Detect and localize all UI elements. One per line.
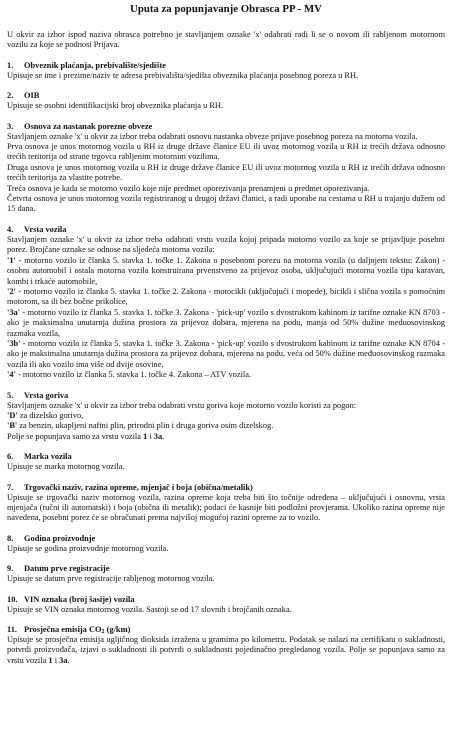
section-title-suffix: (g/km) (104, 625, 131, 635)
section-number: 3. (7, 121, 14, 131)
section-body-line (7, 308, 445, 339)
section-8 (7, 533, 445, 554)
section-number: 10. (7, 594, 18, 604)
body-text: Upisuje se VIN oznaka motornog vozila. Sastoji se od 17 slovnih i brojčanih oznaka. (7, 604, 292, 614)
bold-code: 1 (143, 431, 148, 441)
page-title: Uputa za popunjavanje Obrasca PP - MV (130, 3, 322, 15)
bold-code: '4' (7, 370, 16, 380)
section-7 (7, 482, 445, 524)
section-body-line (7, 370, 445, 380)
section-body-line (7, 132, 445, 142)
body-text: za benzin, ukapljeni naftni plin, prirodni plin i druga goriva osim dizelskog. (17, 421, 274, 431)
body-text: Treća osnova je kada se motorno vozilo koje nije predmet oporezivanja prenamjeni u predmet oporezivanja. (7, 183, 370, 193)
section-number: 7. (7, 482, 14, 492)
section-body-line (7, 432, 445, 442)
section-number: 6. (7, 452, 14, 462)
section-title-text: Datum prve registracije (24, 564, 110, 574)
body-text: Druga osnova je unos motornog vozila u RH iz druge države članice EU ili uvoz motornog vozila u RH iz trećih država odnosno trećih teritorija za vlastite potrebe. (7, 162, 445, 183)
section-number: 2. (7, 91, 14, 101)
body-text: Upisuje se marka motornog vozila. (7, 462, 125, 472)
section-title (7, 451, 445, 462)
section-body-line (7, 287, 445, 308)
section-body-line (7, 605, 445, 615)
section-body-line (7, 574, 445, 584)
section-title-text: OIB (24, 91, 40, 101)
section-title (7, 60, 445, 71)
section-body-line (7, 256, 445, 287)
section-number: 4. (7, 224, 14, 234)
section-title-text: Obveznik plaćanja, prebivalište/sjedište (24, 60, 166, 70)
section-number: 5. (7, 390, 14, 400)
body-text: Upisuje se trgovački naziv motornog vozila, razina opreme koja treba biti što točnije određena – uključujući i osnovnu, vrsta mjenjača (ručni ili automatski) i boja (obična ili metalik); podaci će kasnije biti podložni provjerama. Ukoliko razina opreme nije navedena, posebni porez će se obračunati prema najvišoj mogućoj razini opreme za to vozilo. (7, 492, 445, 523)
bold-code: 1 (48, 655, 53, 665)
section-body-line (7, 421, 445, 431)
intro-paragraph: U okvir za izbor ispod naziva obrasca potrebno je stavljanjem oznake 'x' odabrati radi li se o novom ili rabljenom motornom vozilu za koje se podnosi Prijava. (7, 30, 445, 50)
sections-list (7, 60, 445, 666)
body-text: Četvrta osnova je unos motornog vozila registriranog u drugoj državi članici, a radi uporabe na cestama u RH u trajanju dužem od 15 dana. (7, 194, 445, 214)
body-text: za dizelsko gorivo, (17, 410, 84, 420)
body-text: i (52, 655, 60, 665)
section-title (7, 90, 445, 101)
body-text: Upisuje se osobni identifikacijski broj obveznika plaćanja u RH. (7, 101, 224, 111)
section-title (7, 533, 445, 544)
section-body-line (7, 71, 445, 81)
section-body-line (7, 194, 445, 215)
section-title-text: Prosječna emisija CO (24, 625, 102, 635)
section-4 (7, 224, 445, 381)
section-body-line (7, 101, 445, 111)
section-body-line (7, 142, 445, 163)
body-text: Stavljanjem oznake 'x' u okvir za izbor treba odabrati vrstu vozila kojoj pripada motorno vozilo za koje se prijavljuje posebni porez. Brojčane oznake se odnose na sljedeća motorna vozila: (7, 234, 445, 255)
section-body-line (7, 411, 445, 421)
section-title-subscript: 2 (101, 629, 105, 636)
section-number: 1. (7, 60, 14, 70)
section-title-text: VIN oznaka (broj šasije) vozila (24, 594, 135, 604)
section-body-line (7, 401, 445, 411)
section-title (7, 482, 445, 493)
body-text: Upisuje se datum prve registracije rabljenog motornog vozila. (7, 574, 215, 584)
body-text: Upisuje se godina proizvodnje motornog vozila. (7, 543, 169, 553)
section-1 (7, 60, 445, 81)
section-body-line (7, 235, 445, 256)
body-text: - motorno vozilo iz članka 5. stavka 1. točke 1. Zakona o posebnom porezu na motorna vozila (u daljnjem tekstu: Zakon) - osobni automobil i ostala motorna vozila konstruirana prvenstveno za prijevoz osoba, uključujući motorna vozila tipa karavan, kombi i trkaće automobile, (7, 255, 445, 286)
section-title-text: Vrsta goriva (24, 390, 69, 400)
section-title (7, 563, 445, 574)
bold-code: 'B' (7, 421, 18, 431)
section-title-text: Vrsta vozila (24, 224, 67, 234)
section-5 (7, 390, 445, 443)
bold-code: 'D' (7, 410, 18, 420)
section-6 (7, 451, 445, 472)
body-text: Upisuje se ime i prezime/naziv te adresa prebivališta/sjedišta obveznika plaćanja posebnog poreza u RH. (7, 70, 359, 80)
section-number: 11. (7, 625, 18, 635)
section-body-line (7, 635, 445, 666)
body-text: Stavljanjem oznake 'x' u okvir za izbor treba odabrati osnovu nastanka obveze prijave posebnog poreza na motorna vozila. (7, 131, 418, 141)
section-title (7, 390, 445, 401)
body-text: . (162, 431, 165, 441)
section-10 (7, 594, 445, 615)
section-title-text: Osnova za nastanak porezne obveze (24, 121, 153, 131)
section-number: 9. (7, 564, 14, 574)
body-text: i (147, 431, 154, 441)
section-title (7, 624, 445, 635)
body-text: - motorno vozilo iz članka 5. stavka 1. točke 4. Zakona – ATV vozila. (15, 370, 252, 380)
body-text: - motorno vozilo iz članka 5. stavka 1. točke 3. Zakona - 'pick-up' vozilo s dvostrukom kabinom iz tarifne oznake KN 8704 - ako je maksimalna unutarnja dužina prostora za prijevoz dobara, mjerena na podu, veća od 50% dužine međuosovinskog razmaka vozila ili ako vozilo ima više od dvije osovine, (7, 338, 445, 369)
section-title-text: Trgovački naziv, razina opreme, mjenjač i boja (obična/metalik) (24, 482, 253, 492)
bold-code: 3a (59, 655, 68, 665)
bold-code: 3a (153, 431, 163, 441)
section-title (7, 224, 445, 235)
section-title-text: Marka vozila (24, 452, 72, 462)
bold-code: '3a' (7, 307, 21, 317)
section-body-line (7, 184, 445, 194)
body-text: . (67, 655, 70, 665)
body-text: Upisuje se prosječna emisija ugljičnog dioksida izražena u gramima po kilometru. Podatak se nalazi na certifikatu o sukladnosti, potvrdi proizvođača, izjavi o sukladnosti ili potvrdi o sukladnosti pojedinačno pregledanog vozila. Polje se popunjava samo za vrstu vozila (7, 635, 445, 665)
section-body-line (7, 544, 445, 554)
body-text: Prva osnova je unos motornog vozila u RH iz druge države članice EU ili uvoz motornog vozila u RH iz trećih država odnosno trećih teritorija od strane trgovca rabljenim motornim vozilima. (7, 142, 445, 162)
body-text: - motorno vozilo iz članka 5. stavka 1. točke 3. Zakona - 'pick-up' vozilo s dvostrukom kabinom iz tarifne oznake KN 8703 - ako je maksimalna unutarnja dužina prostora za prijevoz dobara, mjerena na podu, manja od 50% dužine meduosovinskog razmaka vozila, (7, 307, 445, 338)
section-9 (7, 563, 445, 584)
body-text: - motorno vozilo iz članka 5. stavka 1. točke 2. Zakona - motocikli (uključujući i mopede), bicikli i slična vozila s pomoćnim motorom, sa ili bez bočne prikolice, (7, 286, 445, 307)
bold-code: '2' (7, 286, 16, 296)
section-number: 8. (7, 533, 14, 543)
body-text: Polje se popunjava samo za vrstu vozila (7, 431, 144, 441)
section-body-line (7, 493, 445, 524)
body-text: Stavljanjem oznake 'x' u okvir za izbor treba odabrati vrstu goriva koje motorno vozilo koristi za pogon: (7, 400, 357, 410)
bold-code: '3b' (7, 338, 21, 348)
section-body-line (7, 163, 445, 184)
section-body-line (7, 339, 445, 370)
section-title (7, 594, 445, 605)
section-title-text: Godina proizvodnje (24, 533, 96, 543)
section-3 (7, 121, 445, 215)
section-11 (7, 624, 445, 666)
bold-code: '1' (7, 255, 16, 265)
section-body-line (7, 462, 445, 472)
section-2 (7, 90, 445, 111)
section-title (7, 121, 445, 132)
